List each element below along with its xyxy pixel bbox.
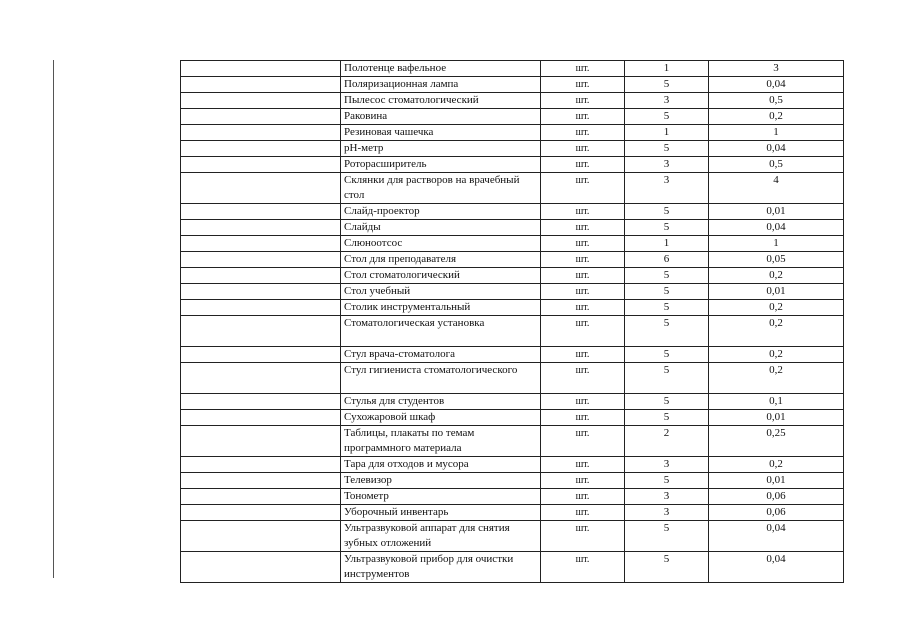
norm-cell: 0,01 <box>709 204 844 220</box>
unit-cell <box>541 93 625 109</box>
unit-cell <box>541 552 625 583</box>
item-name-cell: Полотенце вафельное <box>341 61 541 77</box>
unit-cell <box>541 394 625 410</box>
quantity-cell: 5 <box>625 300 709 316</box>
quantity-cell: 5 <box>625 77 709 93</box>
unit-text: шт. <box>575 349 590 360</box>
unit-cell <box>541 109 625 125</box>
item-name-cell: Стоматологическая установка <box>341 316 541 347</box>
item-name-cell: Роторасширитель <box>341 157 541 173</box>
norm-cell: 0,5 <box>709 157 844 173</box>
unit-cell <box>541 521 625 552</box>
unit-text: шт. <box>575 523 590 534</box>
item-name-cell: Тонометр <box>341 489 541 505</box>
table-row <box>181 521 844 552</box>
unit-cell <box>541 61 625 77</box>
norm-cell: 0,2 <box>709 109 844 125</box>
unit-text: шт. <box>575 222 590 233</box>
blank-cell <box>181 473 341 489</box>
norm-cell: 0,25 <box>709 426 844 457</box>
unit-cell <box>541 77 625 93</box>
item-name-cell: Слайд-проектор <box>341 204 541 220</box>
unit-cell <box>541 141 625 157</box>
norm-cell: 0,04 <box>709 552 844 583</box>
item-name-cell: pH-метр <box>341 141 541 157</box>
blank-cell <box>181 236 341 252</box>
unit-text: шт. <box>575 302 590 313</box>
quantity-cell: 5 <box>625 521 709 552</box>
quantity-cell: 3 <box>625 489 709 505</box>
item-name-cell: Стул гигиениста стоматологического <box>341 363 541 394</box>
table-row <box>181 363 844 394</box>
quantity-cell: 5 <box>625 268 709 284</box>
quantity-cell: 3 <box>625 173 709 204</box>
quantity-cell: 5 <box>625 473 709 489</box>
unit-text: шт. <box>575 507 590 518</box>
norm-cell: 0,01 <box>709 284 844 300</box>
table-row <box>181 505 844 521</box>
unit-text: шт. <box>575 254 590 265</box>
unit-cell <box>541 347 625 363</box>
norm-cell: 0,06 <box>709 489 844 505</box>
table-row <box>181 300 844 316</box>
unit-cell <box>541 157 625 173</box>
blank-cell <box>181 489 341 505</box>
table-row <box>181 426 844 457</box>
unit-text: шт. <box>575 159 590 170</box>
quantity-cell: 5 <box>625 410 709 426</box>
quantity-cell: 5 <box>625 220 709 236</box>
unit-text: шт. <box>575 475 590 486</box>
unit-text: шт. <box>575 491 590 502</box>
table-row <box>181 316 844 347</box>
item-name-cell: Столик инструментальный <box>341 300 541 316</box>
blank-cell <box>181 300 341 316</box>
quantity-cell: 2 <box>625 426 709 457</box>
quantity-cell: 1 <box>625 236 709 252</box>
table-row <box>181 347 844 363</box>
item-name-cell: Стулья для студентов <box>341 394 541 410</box>
unit-cell <box>541 173 625 204</box>
quantity-cell: 5 <box>625 363 709 394</box>
table-row <box>181 457 844 473</box>
blank-cell <box>181 93 341 109</box>
item-name-cell: Слайды <box>341 220 541 236</box>
item-name-cell: Пылесос стоматологический <box>341 93 541 109</box>
quantity-cell: 3 <box>625 93 709 109</box>
norm-cell: 0,04 <box>709 141 844 157</box>
unit-text: шт. <box>575 143 590 154</box>
table-row <box>181 173 844 204</box>
item-name-cell: Ультразвуковой аппарат для снятия зубных отложений <box>341 521 541 552</box>
blank-cell <box>181 394 341 410</box>
unit-text: шт. <box>575 396 590 407</box>
table-row <box>181 552 844 583</box>
blank-cell <box>181 268 341 284</box>
unit-cell <box>541 125 625 141</box>
quantity-cell: 5 <box>625 109 709 125</box>
norm-cell: 1 <box>709 236 844 252</box>
unit-cell <box>541 457 625 473</box>
norm-cell: 0,2 <box>709 300 844 316</box>
unit-cell <box>541 489 625 505</box>
unit-text: шт. <box>575 79 590 90</box>
table-row <box>181 109 844 125</box>
norm-cell: 3 <box>709 61 844 77</box>
quantity-cell: 5 <box>625 552 709 583</box>
unit-text: шт. <box>575 63 590 74</box>
table-row <box>181 252 844 268</box>
page-margin-line <box>53 60 54 578</box>
blank-cell <box>181 204 341 220</box>
quantity-cell: 5 <box>625 347 709 363</box>
norm-cell: 0,2 <box>709 457 844 473</box>
unit-cell <box>541 473 625 489</box>
table-row <box>181 236 844 252</box>
unit-cell <box>541 316 625 347</box>
quantity-cell: 5 <box>625 204 709 220</box>
equipment-table-body <box>181 61 844 583</box>
quantity-cell: 5 <box>625 394 709 410</box>
quantity-cell: 1 <box>625 61 709 77</box>
table-row <box>181 77 844 93</box>
unit-text: шт. <box>575 286 590 297</box>
item-name-cell: Стол для преподавателя <box>341 252 541 268</box>
unit-text: шт. <box>575 318 590 329</box>
unit-text: шт. <box>575 127 590 138</box>
unit-cell <box>541 252 625 268</box>
unit-cell <box>541 220 625 236</box>
blank-cell <box>181 363 341 394</box>
unit-text: шт. <box>575 111 590 122</box>
item-name-cell: Резиновая чашечка <box>341 125 541 141</box>
item-name-cell: Стол учебный <box>341 284 541 300</box>
unit-cell <box>541 363 625 394</box>
blank-cell <box>181 252 341 268</box>
norm-cell: 0,04 <box>709 77 844 93</box>
item-name-cell: Поляризационная лампа <box>341 77 541 93</box>
item-name-cell: Стол стоматологический <box>341 268 541 284</box>
unit-cell <box>541 426 625 457</box>
item-name-cell: Склянки для растворов на врачебный стол <box>341 173 541 204</box>
unit-cell <box>541 236 625 252</box>
table-row <box>181 220 844 236</box>
blank-cell <box>181 220 341 236</box>
blank-cell <box>181 125 341 141</box>
unit-cell <box>541 300 625 316</box>
table-row <box>181 489 844 505</box>
unit-cell <box>541 284 625 300</box>
unit-text: шт. <box>575 365 590 376</box>
unit-text: шт. <box>575 206 590 217</box>
norm-cell: 0,2 <box>709 347 844 363</box>
item-name-cell: Уборочный инвентарь <box>341 505 541 521</box>
equipment-table <box>180 60 844 583</box>
blank-cell <box>181 521 341 552</box>
blank-cell <box>181 457 341 473</box>
item-name-cell: Слюноотсос <box>341 236 541 252</box>
item-name-cell: Стул врача-стоматолога <box>341 347 541 363</box>
blank-cell <box>181 141 341 157</box>
table-row <box>181 141 844 157</box>
blank-cell <box>181 77 341 93</box>
blank-cell <box>181 157 341 173</box>
blank-cell <box>181 410 341 426</box>
norm-cell: 4 <box>709 173 844 204</box>
norm-cell: 0,04 <box>709 220 844 236</box>
unit-cell <box>541 505 625 521</box>
item-name-cell: Раковина <box>341 109 541 125</box>
table-row <box>181 394 844 410</box>
quantity-cell: 3 <box>625 457 709 473</box>
norm-cell: 0,2 <box>709 363 844 394</box>
quantity-cell: 3 <box>625 157 709 173</box>
unit-text: шт. <box>575 238 590 249</box>
unit-cell <box>541 410 625 426</box>
item-name-cell: Таблицы, плакаты по темам программного материала <box>341 426 541 457</box>
table-row <box>181 284 844 300</box>
unit-text: шт. <box>575 459 590 470</box>
quantity-cell: 5 <box>625 284 709 300</box>
item-name-cell: Ультразвуковой прибор для очистки инструментов <box>341 552 541 583</box>
unit-text: шт. <box>575 428 590 439</box>
blank-cell <box>181 173 341 204</box>
norm-cell: 0,04 <box>709 521 844 552</box>
table-row <box>181 410 844 426</box>
quantity-cell: 6 <box>625 252 709 268</box>
unit-text: шт. <box>575 95 590 106</box>
blank-cell <box>181 109 341 125</box>
blank-cell <box>181 505 341 521</box>
unit-cell <box>541 204 625 220</box>
quantity-cell: 5 <box>625 316 709 347</box>
unit-text: шт. <box>575 412 590 423</box>
norm-cell: 0,05 <box>709 252 844 268</box>
table-row <box>181 61 844 77</box>
norm-cell: 0,06 <box>709 505 844 521</box>
table-row <box>181 93 844 109</box>
norm-cell: 1 <box>709 125 844 141</box>
unit-text: шт. <box>575 270 590 281</box>
unit-text: шт. <box>575 554 590 565</box>
blank-cell <box>181 426 341 457</box>
blank-cell <box>181 61 341 77</box>
norm-cell: 0,2 <box>709 268 844 284</box>
norm-cell: 0,1 <box>709 394 844 410</box>
item-name-cell: Телевизор <box>341 473 541 489</box>
norm-cell: 0,5 <box>709 93 844 109</box>
unit-cell <box>541 268 625 284</box>
table-row <box>181 473 844 489</box>
norm-cell: 0,01 <box>709 410 844 426</box>
item-name-cell: Тара для отходов и мусора <box>341 457 541 473</box>
norm-cell: 0,2 <box>709 316 844 347</box>
blank-cell <box>181 284 341 300</box>
table-row <box>181 157 844 173</box>
item-name-cell: Сухожаровой шкаф <box>341 410 541 426</box>
norm-cell: 0,01 <box>709 473 844 489</box>
quantity-cell: 5 <box>625 141 709 157</box>
table-row <box>181 125 844 141</box>
unit-text: шт. <box>575 175 590 186</box>
blank-cell <box>181 316 341 347</box>
blank-cell <box>181 347 341 363</box>
quantity-cell: 1 <box>625 125 709 141</box>
blank-cell <box>181 552 341 583</box>
table-row <box>181 204 844 220</box>
table-row <box>181 268 844 284</box>
quantity-cell: 3 <box>625 505 709 521</box>
